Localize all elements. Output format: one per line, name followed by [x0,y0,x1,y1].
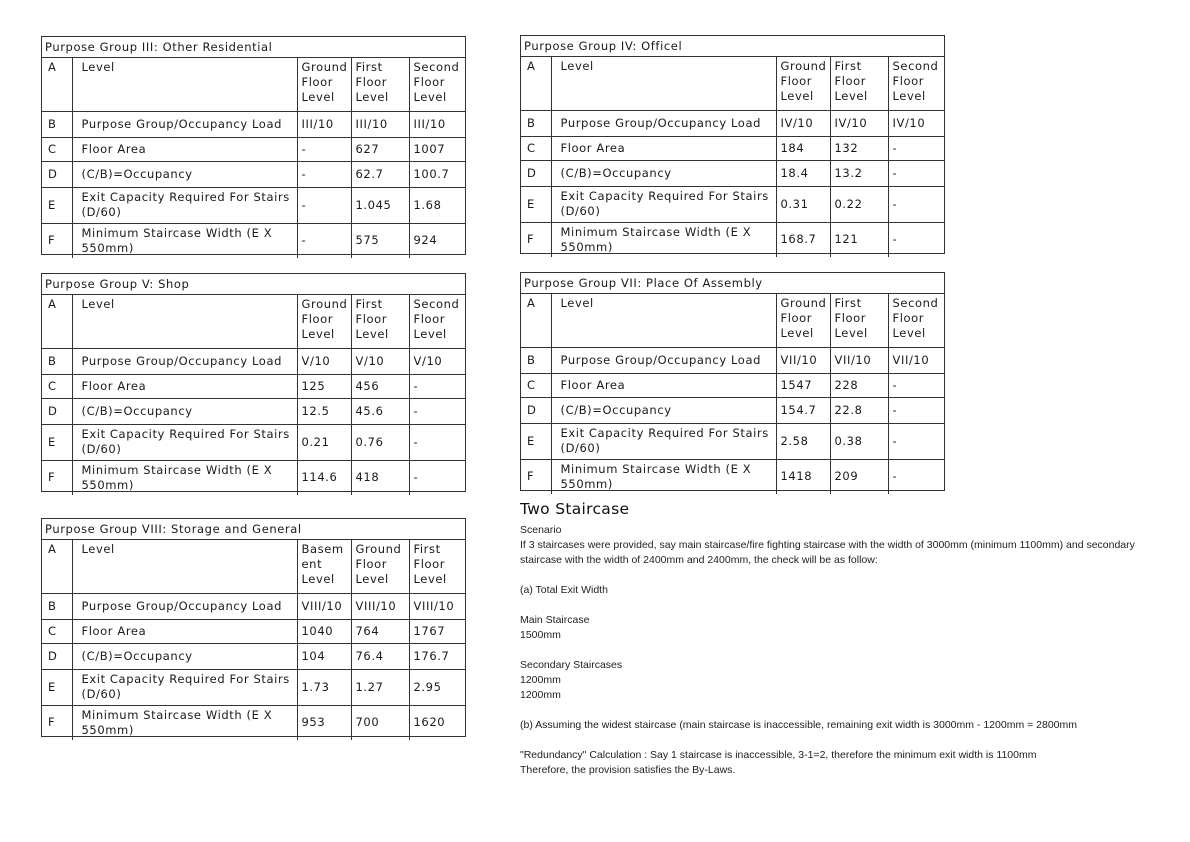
column-header: First Floor Level [830,57,888,110]
table-cell: 1040 [297,619,351,643]
row-label: Level [72,540,297,593]
row-key: C [521,373,551,397]
table-cell: - [888,186,944,222]
table-cell: 132 [830,136,888,160]
row-label: Exit Capacity Required For Stairs (D/60) [72,424,297,460]
row-key: F [42,460,72,495]
row-key: E [521,423,551,459]
table-cell: VII/10 [776,347,830,373]
redundancy-text: "Redundancy" Calculation : Say 1 staircase is inaccessible, 3-1=2, therefore the minimum exit width is 1100mm [520,749,1037,761]
table-title: Purpose Group VII: Place Of Assembly [521,273,944,294]
table-row [521,459,944,494]
data-table [42,58,465,258]
row-key: D [42,161,72,187]
row-label: Purpose Group/Occupancy Load [551,110,776,136]
table-cell: - [297,187,351,223]
row-key: C [521,136,551,160]
table-row [521,397,944,423]
table-row [42,643,465,669]
row-key: C [42,137,72,161]
table-cell: 2.95 [409,669,465,705]
row-key: E [42,187,72,223]
row-label: (C/B)=Occupancy [72,643,297,669]
data-table [42,540,465,740]
row-key: F [42,705,72,740]
row-label: Purpose Group/Occupancy Load [551,347,776,373]
table-cell: V/10 [351,348,409,374]
table-cell: - [888,160,944,186]
table-cell: 953 [297,705,351,740]
row-label: Purpose Group/Occupancy Load [72,348,297,374]
row-key: B [42,111,72,137]
table-cell: 0.76 [351,424,409,460]
row-key: A [42,295,72,348]
row-key: C [42,374,72,398]
table-cell: 62.7 [351,161,409,187]
row-key: D [521,160,551,186]
table-cell: 176.7 [409,643,465,669]
table-cell: - [888,373,944,397]
table-row [42,137,465,161]
row-label: Exit Capacity Required For Stairs (D/60) [72,669,297,705]
table-cell: VII/10 [888,347,944,373]
row-label: (C/B)=Occupancy [551,397,776,423]
table-cell: 1767 [409,619,465,643]
table-cell: 627 [351,137,409,161]
row-label: Minimum Staircase Width (E X 550mm) [551,459,776,494]
row-key: F [521,222,551,257]
table-cell: III/10 [351,111,409,137]
table-cell: 1418 [776,459,830,494]
row-key: F [521,459,551,494]
column-header: Ground Floor Level [297,295,351,348]
table-cell: - [888,136,944,160]
table-cell: 154.7 [776,397,830,423]
data-table [521,57,944,257]
table-row [42,460,465,495]
table-cell: 18.4 [776,160,830,186]
table-cell: 575 [351,223,409,258]
row-key: C [42,619,72,643]
table-cell: - [888,423,944,459]
table-row [42,348,465,374]
table-cell: 1.73 [297,669,351,705]
row-label: Floor Area [72,619,297,643]
table-cell: III/10 [297,111,351,137]
table-cell: 764 [351,619,409,643]
table-row [42,223,465,258]
table-row [521,160,944,186]
table-row [521,423,944,459]
table-purpose-group-vii [520,272,945,491]
table-row [42,111,465,137]
row-key: B [42,593,72,619]
table-row [42,705,465,740]
row-key: F [42,223,72,258]
table-row [521,186,944,222]
table-cell: - [297,223,351,258]
table-cell: 125 [297,374,351,398]
table-row [42,424,465,460]
main-staircase-label: Main Staircase [520,614,590,626]
table-cell: 100.7 [409,161,465,187]
table-cell: 45.6 [351,398,409,424]
table-title: Purpose Group V: Shop [42,274,465,295]
scenario-text [520,523,1145,778]
table-header-row [42,58,465,111]
data-table [42,295,465,495]
row-label: (C/B)=Occupancy [551,160,776,186]
table-cell: 13.2 [830,160,888,186]
row-key: E [42,424,72,460]
table-row [42,593,465,619]
column-header: Ground Floor Level [776,294,830,347]
table-cell: 121 [830,222,888,257]
table-row [42,374,465,398]
row-label: Floor Area [551,373,776,397]
table-cell: - [888,459,944,494]
row-label: (C/B)=Occupancy [72,161,297,187]
table-cell: 700 [351,705,409,740]
table-purpose-group-viii [41,518,466,737]
table-row [521,222,944,257]
row-label: Level [551,294,776,347]
column-header: First Floor Level [409,540,465,593]
table-cell: 12.5 [297,398,351,424]
table-cell: V/10 [409,348,465,374]
table-cell: V/10 [297,348,351,374]
row-key: D [42,643,72,669]
table-purpose-group-v [41,273,466,492]
assumption-text: (b) Assuming the widest staircase (main staircase is inaccessible, remaining exit width is 3000mm - 1200mm = 2800mm [520,719,1078,731]
table-cell: 0.38 [830,423,888,459]
table-row [42,669,465,705]
row-label: Level [72,58,297,111]
table-cell: 0.22 [830,186,888,222]
table-header-row [521,294,944,347]
table-cell: 22.8 [830,397,888,423]
table-cell: 184 [776,136,830,160]
row-label: Exit Capacity Required For Stairs (D/60) [72,187,297,223]
table-cell: 0.31 [776,186,830,222]
table-cell: - [888,222,944,257]
row-label: Level [551,57,776,110]
table-cell: IV/10 [830,110,888,136]
column-header: First Floor Level [830,294,888,347]
row-key: E [42,669,72,705]
table-cell: IV/10 [888,110,944,136]
row-key: E [521,186,551,222]
table-cell: 2.58 [776,423,830,459]
column-header: Second Floor Level [409,58,465,111]
table-cell: VIII/10 [409,593,465,619]
column-header: Ground Floor Level [776,57,830,110]
table-cell: 168.7 [776,222,830,257]
column-header: Second Floor Level [409,295,465,348]
row-label: (C/B)=Occupancy [72,398,297,424]
table-header-row [42,540,465,593]
table-cell: 104 [297,643,351,669]
table-row [42,187,465,223]
total-exit-width-label: (a) Total Exit Width [520,584,608,596]
table-cell: - [297,137,351,161]
table-purpose-group-iv [520,35,945,254]
column-header: Second Floor Level [888,294,944,347]
table-row [42,398,465,424]
row-key: A [521,294,551,347]
row-key: A [42,540,72,593]
column-header: First Floor Level [351,58,409,111]
table-cell: VII/10 [830,347,888,373]
table-cell: 456 [351,374,409,398]
table-cell: 0.21 [297,424,351,460]
table-header-row [521,57,944,110]
table-cell: 1.27 [351,669,409,705]
table-cell: III/10 [409,111,465,137]
secondary-staircases-label: Secondary Staircases [520,659,623,671]
table-cell: 228 [830,373,888,397]
table-cell: 1547 [776,373,830,397]
table-cell: 114.6 [297,460,351,495]
table-header-row [42,295,465,348]
table-row [521,110,944,136]
row-key: B [521,110,551,136]
row-key: A [521,57,551,110]
row-key: B [521,347,551,373]
scenario-heading: Two Staircase [520,500,630,518]
row-label: Floor Area [72,137,297,161]
secondary-staircase-value: 1200mm [520,674,561,686]
column-header: First Floor Level [351,295,409,348]
table-cell: IV/10 [776,110,830,136]
row-key: D [42,398,72,424]
row-label: Purpose Group/Occupancy Load [72,111,297,137]
table-cell: VIII/10 [297,593,351,619]
row-label: Minimum Staircase Width (E X 550mm) [72,705,297,740]
row-label: Minimum Staircase Width (E X 550mm) [72,223,297,258]
table-title: Purpose Group VIII: Storage and General [42,519,465,540]
column-header: Second Floor Level [888,57,944,110]
data-table [521,294,944,494]
table-cell: - [409,460,465,495]
table-cell: - [297,161,351,187]
main-staircase-value: 1500mm [520,629,561,641]
column-header: Ground Floor Level [297,58,351,111]
table-cell: 1.045 [351,187,409,223]
table-row [42,161,465,187]
table-row [42,619,465,643]
table-cell: - [888,397,944,423]
table-purpose-group-iii [41,36,466,255]
scenario-label: Scenario [520,524,562,536]
row-label: Floor Area [72,374,297,398]
table-row [521,136,944,160]
table-title: Purpose Group III: Other Residential [42,37,465,58]
table-cell: - [409,398,465,424]
table-cell: 1007 [409,137,465,161]
conclusion-text: Therefore, the provision satisfies the By-Laws. [520,764,736,776]
table-cell: 1.68 [409,187,465,223]
table-cell: 76.4 [351,643,409,669]
row-label: Exit Capacity Required For Stairs (D/60) [551,186,776,222]
table-cell: 924 [409,223,465,258]
table-cell: - [409,424,465,460]
row-label: Floor Area [551,136,776,160]
table-cell: 418 [351,460,409,495]
table-cell: 1620 [409,705,465,740]
row-label: Exit Capacity Required For Stairs (D/60) [551,423,776,459]
row-label: Level [72,295,297,348]
table-row [521,373,944,397]
table-cell: - [409,374,465,398]
row-key: A [42,58,72,111]
row-key: D [521,397,551,423]
table-title: Purpose Group IV: Officel [521,36,944,57]
row-label: Minimum Staircase Width (E X 550mm) [551,222,776,257]
table-cell: VIII/10 [351,593,409,619]
table-row [521,347,944,373]
column-header: Basem ent Level [297,540,351,593]
secondary-staircase-value: 1200mm [520,689,561,701]
row-label: Minimum Staircase Width (E X 550mm) [72,460,297,495]
row-label: Purpose Group/Occupancy Load [72,593,297,619]
column-header: Ground Floor Level [351,540,409,593]
scenario-intro: If 3 staircases were provided, say main staircase/fire fighting staircase with the width of 3000mm (minimum 1100mm) and secondary staircase with the width of 2400mm and 2400mm, the check will be as follow: [520,539,1135,566]
table-cell: 209 [830,459,888,494]
row-key: B [42,348,72,374]
